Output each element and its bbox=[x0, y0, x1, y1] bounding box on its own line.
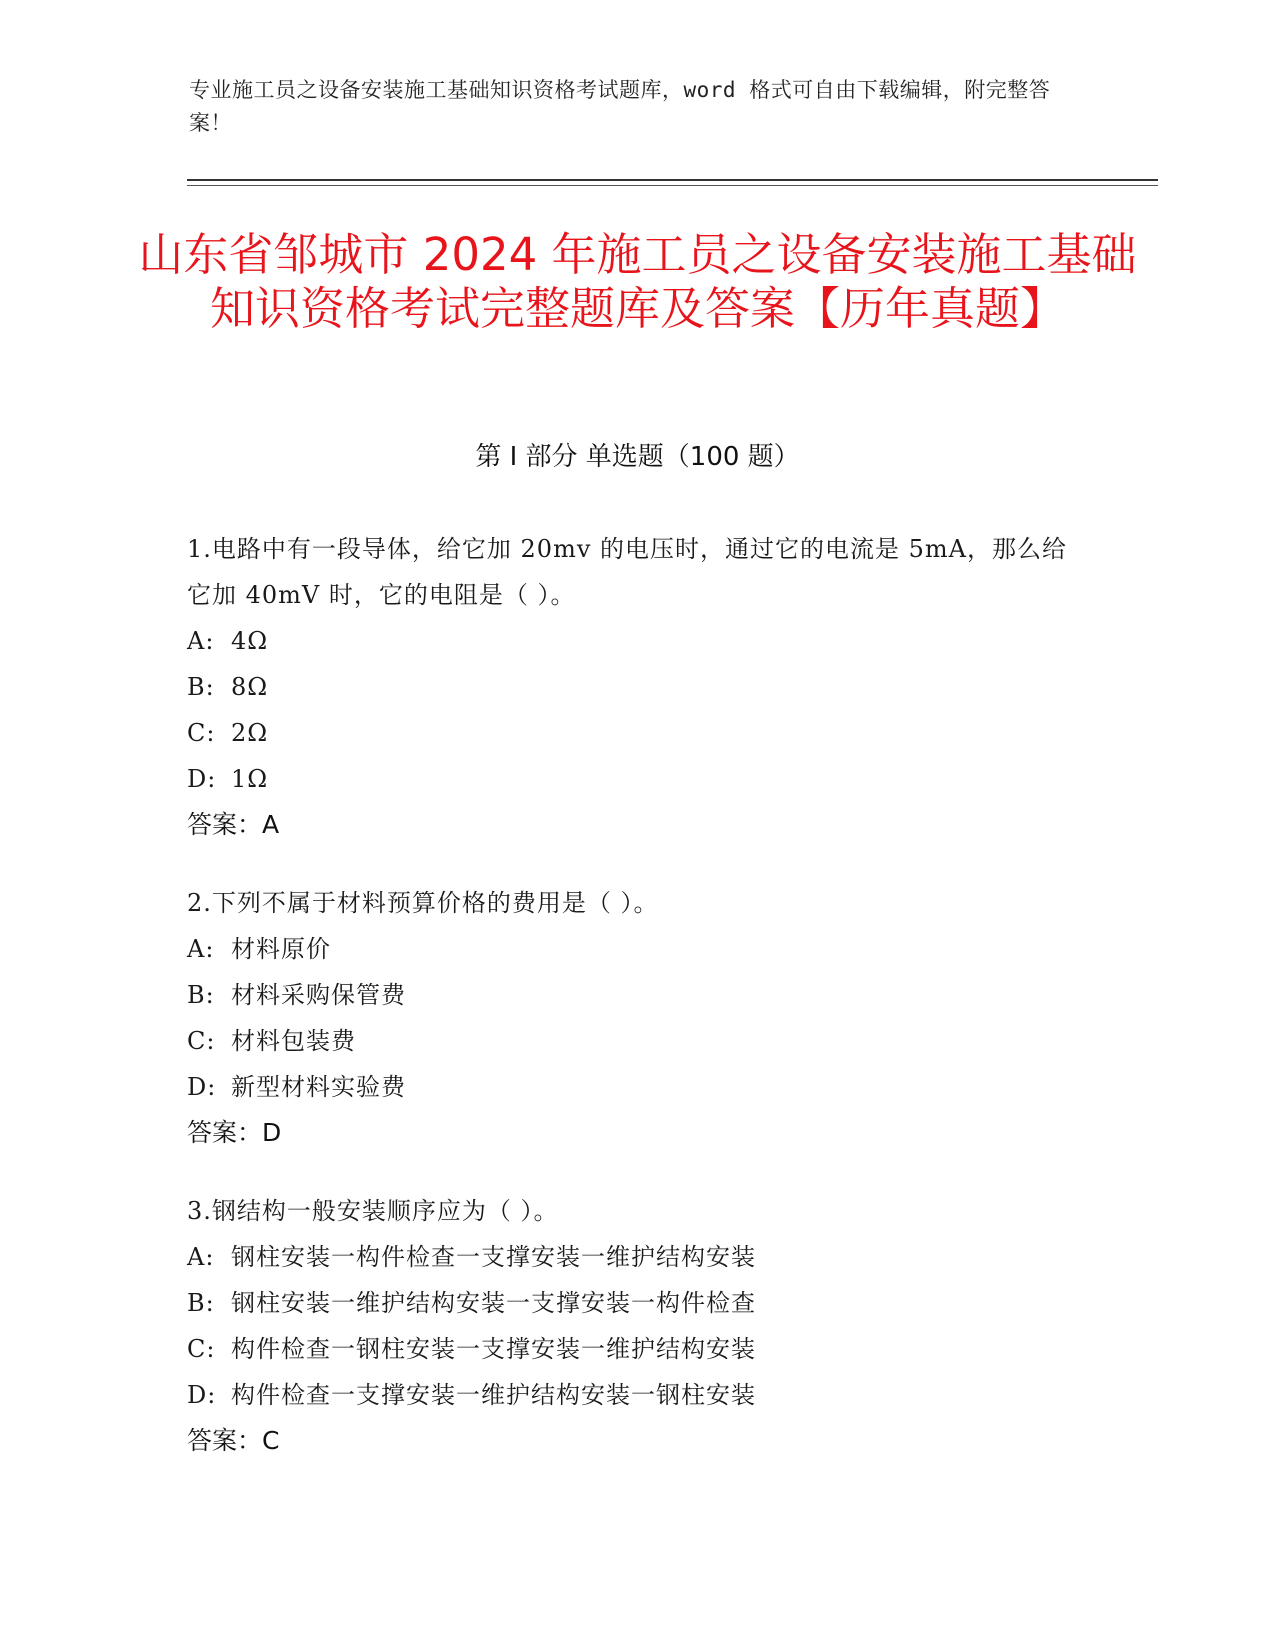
question-2 bbox=[187, 880, 1087, 1156]
question-list bbox=[187, 526, 1087, 1496]
option-a bbox=[187, 618, 1087, 664]
option-letter: D: bbox=[187, 1381, 217, 1409]
document-title: 山东省邹城市 2024 年施工员之设备安装施工基础知识资格考试完整题库及答案【历年真题】 bbox=[138, 228, 1137, 335]
answer-line: 答案：C bbox=[187, 1426, 280, 1455]
option-text: 钢柱安装一维护结构安装一支撑安装一构件检查 bbox=[231, 1289, 756, 1317]
option-a bbox=[187, 1234, 1087, 1280]
option-letter: A: bbox=[187, 935, 215, 963]
option-d bbox=[187, 756, 1087, 802]
answer-line: 答案：D bbox=[187, 1118, 282, 1147]
header-rule-thin bbox=[187, 185, 1158, 186]
option-d bbox=[187, 1372, 1087, 1418]
option-text: 1Ω bbox=[231, 765, 269, 793]
option-letter: B: bbox=[187, 1289, 215, 1317]
option-text: 构件检查一支撑安装一维护结构安装一钢柱安装 bbox=[231, 1381, 756, 1409]
option-letter: A: bbox=[187, 1243, 215, 1271]
option-letter: D: bbox=[187, 1073, 217, 1101]
answer-line: 答案：A bbox=[187, 810, 280, 839]
option-c bbox=[187, 1018, 1087, 1064]
option-letter: B: bbox=[187, 981, 215, 1009]
option-letter: C: bbox=[187, 1027, 216, 1055]
option-letter: C: bbox=[187, 1335, 216, 1363]
option-letter: A: bbox=[187, 627, 215, 655]
option-b bbox=[187, 972, 1087, 1018]
question-3 bbox=[187, 1188, 1087, 1464]
option-text: 构件检查一钢柱安装一支撑安装一维护结构安装 bbox=[231, 1335, 756, 1363]
question-stem: 1.电路中有一段导体，给它加 20mv 的电压时，通过它的电流是 5mA，那么给它加 40mV 时，它的电阻是（ ）。 bbox=[187, 535, 1067, 609]
question-stem: 2.下列不属于材料预算价格的费用是（ ）。 bbox=[187, 889, 659, 917]
option-b bbox=[187, 664, 1087, 710]
header-note: 专业施工员之设备安装施工基础知识资格考试题库，word 格式可自由下载编辑，附完整答案！ bbox=[189, 78, 1051, 135]
option-d bbox=[187, 1064, 1087, 1110]
option-text: 材料采购保管费 bbox=[231, 981, 406, 1009]
option-text: 2Ω bbox=[231, 719, 269, 747]
option-letter: C: bbox=[187, 719, 216, 747]
option-b bbox=[187, 1280, 1087, 1326]
option-c bbox=[187, 1326, 1087, 1372]
option-text: 8Ω bbox=[231, 673, 269, 701]
option-letter: B: bbox=[187, 673, 215, 701]
option-text: 4Ω bbox=[231, 627, 269, 655]
option-text: 材料原价 bbox=[231, 935, 331, 963]
option-text: 材料包装费 bbox=[231, 1027, 356, 1055]
option-text: 新型材料实验费 bbox=[231, 1073, 406, 1101]
option-a bbox=[187, 926, 1087, 972]
option-letter: D: bbox=[187, 765, 217, 793]
question-1 bbox=[187, 526, 1087, 848]
option-c bbox=[187, 710, 1087, 756]
section-title: 第 I 部分 单选题（100 题） bbox=[475, 442, 800, 472]
option-text: 钢柱安装一构件检查一支撑安装一维护结构安装 bbox=[231, 1243, 756, 1271]
question-stem: 3.钢结构一般安装顺序应为（ ）。 bbox=[187, 1197, 559, 1225]
header-rule-thick bbox=[187, 179, 1158, 181]
